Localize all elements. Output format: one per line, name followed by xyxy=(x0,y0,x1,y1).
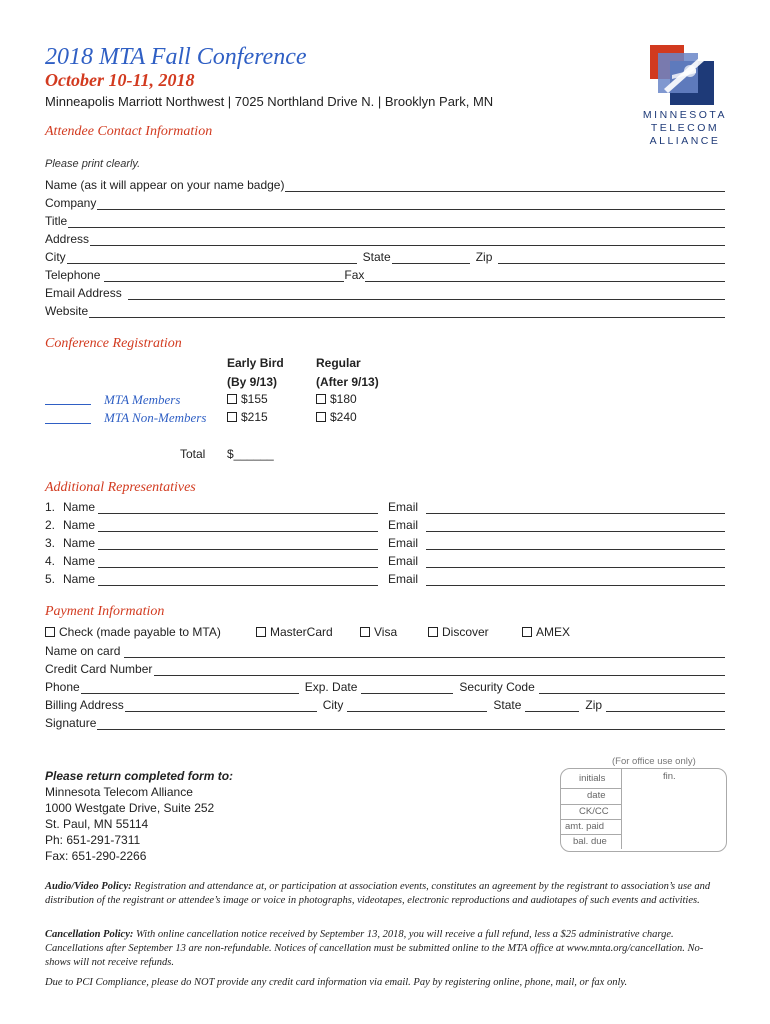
rep-row xyxy=(45,496,725,514)
rep-name-field[interactable] xyxy=(98,537,378,550)
rep-number: 3. xyxy=(45,536,56,550)
rep-email-field[interactable] xyxy=(426,573,725,586)
return-heading: Please return completed form to: xyxy=(45,769,234,783)
security-code-label: Security Code xyxy=(459,680,535,694)
mastercard-label: MasterCard xyxy=(270,625,333,639)
title-label: Title xyxy=(45,214,68,228)
conference-venue: Minneapolis Marriott Northwest | 7025 Northland Drive N. | Brooklyn Park, MN xyxy=(45,94,494,109)
rep-email-label: Email xyxy=(388,554,419,568)
rep-number: 1. xyxy=(45,500,56,514)
rep-name-label: Name xyxy=(63,554,96,568)
security-code-field[interactable] xyxy=(539,681,725,694)
visa-option[interactable] xyxy=(360,625,397,639)
amex-label: AMEX xyxy=(536,625,571,639)
billing-city-field[interactable] xyxy=(347,699,487,712)
office-caption: (For office use only) xyxy=(612,756,696,767)
mta-logo xyxy=(640,45,730,155)
telephone-field[interactable] xyxy=(104,269,344,282)
rep-name-field[interactable] xyxy=(98,555,378,568)
fax-field[interactable] xyxy=(365,269,725,282)
return-address-block xyxy=(45,768,233,864)
rep-name-field[interactable] xyxy=(98,501,378,514)
checkbox-icon[interactable] xyxy=(45,627,55,637)
billing-city-label: City xyxy=(322,698,344,712)
rep-number: 5. xyxy=(45,572,56,586)
name-field[interactable] xyxy=(45,174,725,192)
rep-email-label: Email xyxy=(388,572,419,586)
rep-email-field[interactable] xyxy=(426,519,725,532)
telephone-label: Telephone xyxy=(45,268,101,282)
total-label: Total xyxy=(180,447,206,461)
city-field[interactable] xyxy=(67,251,357,264)
contact-heading: Attendee Contact Information xyxy=(45,124,213,139)
billing-address-field[interactable] xyxy=(125,699,317,712)
checkbox-icon[interactable] xyxy=(522,627,532,637)
billing-zip-label: Zip xyxy=(585,698,603,712)
signature-label: Signature xyxy=(45,716,97,730)
payment-phone-label: Phone xyxy=(45,680,80,694)
office-bal-due: bal. due xyxy=(573,836,607,847)
check-label: Check (made payable to MTA) xyxy=(59,625,221,639)
phone-fax-row xyxy=(45,264,725,282)
address-label: Address xyxy=(45,232,90,246)
early-bird-header xyxy=(227,356,284,389)
return-street: 1000 Westgate Drive, Suite 252 xyxy=(45,801,215,815)
email-address-field[interactable] xyxy=(45,282,725,300)
state-label: State xyxy=(362,250,391,264)
regular-sub: (After 9/13) xyxy=(316,375,379,389)
regular-label: Regular xyxy=(316,356,361,370)
city-state-zip-row xyxy=(45,246,725,264)
rep-email-label: Email xyxy=(388,536,419,550)
conference-date: October 10-11, 2018 xyxy=(45,70,195,90)
billing-state-field[interactable] xyxy=(525,699,579,712)
email-address-label: Email Address xyxy=(45,286,122,300)
checkbox-icon[interactable] xyxy=(360,627,370,637)
nonmembers-regular-price: $240 xyxy=(330,410,357,424)
amex-option[interactable] xyxy=(522,625,570,639)
billing-zip-field[interactable] xyxy=(606,699,725,712)
website-label: Website xyxy=(45,304,89,318)
check-option[interactable] xyxy=(45,625,221,639)
name-label: Name (as it will appear on your name badge) xyxy=(45,178,285,192)
exp-date-label: Exp. Date xyxy=(304,680,358,694)
rep-name-label: Name xyxy=(63,536,96,550)
total-field[interactable]: $______ xyxy=(227,447,274,461)
nonmembers-regular-option[interactable] xyxy=(316,410,357,424)
registration-heading: Conference Registration xyxy=(45,336,182,351)
logo-line-3: ALLIANCE xyxy=(649,135,721,147)
rep-email-field[interactable] xyxy=(426,555,725,568)
signature-field[interactable] xyxy=(45,712,725,730)
checkbox-icon[interactable] xyxy=(256,627,266,637)
early-bird-label: Early Bird xyxy=(227,356,284,370)
checkbox-icon[interactable] xyxy=(227,412,237,422)
logo-line-1: MINNESOTA xyxy=(642,109,728,121)
office-fin: fin. xyxy=(663,771,676,782)
office-initials: initials xyxy=(579,773,606,784)
mastercard-option[interactable] xyxy=(256,625,333,639)
rep-name-field[interactable] xyxy=(98,519,378,532)
city-label: City xyxy=(45,250,66,264)
conference-title: 2018 MTA Fall Conference xyxy=(45,44,307,70)
rep-row xyxy=(45,568,725,586)
cancellation-policy-text: With online cancellation notice received by September 13, 2018, you will receive a full refund, less a $25 administrative charge. Cancellations after September 13 are non-refundable. Notices of cancellation must be submitted online to the MTA office at www.mnta.org/cancellation. No-shows will not receive refunds. xyxy=(45,929,704,968)
company-label: Company xyxy=(45,196,97,210)
return-org: Minnesota Telecom Alliance xyxy=(45,785,193,799)
card-number-field[interactable] xyxy=(45,658,725,676)
rep-name-label: Name xyxy=(63,572,96,586)
return-fax: Fax: 651-290-2266 xyxy=(45,849,147,863)
rep-name-label: Name xyxy=(63,500,96,514)
rep-email-field[interactable] xyxy=(426,501,725,514)
website-field[interactable] xyxy=(45,300,725,318)
visa-label: Visa xyxy=(374,625,398,639)
billing-address-label: Billing Address xyxy=(45,698,124,712)
rep-email-label: Email xyxy=(388,518,419,532)
zip-label: Zip xyxy=(475,250,493,264)
members-regular-option[interactable] xyxy=(316,392,357,406)
zip-field[interactable] xyxy=(498,251,725,264)
nonmembers-qty-field[interactable] xyxy=(45,423,91,424)
regular-header xyxy=(316,356,379,389)
checkbox-icon[interactable] xyxy=(316,394,326,404)
logo-line-2: TELECOM xyxy=(650,122,720,134)
office-use-box xyxy=(560,768,727,852)
name-on-card-label: Name on card xyxy=(45,644,121,658)
pci-notice: Due to PCI Compliance, please do NOT provide any credit card information via email. Pay by registering online, phone, mail, or fax only. xyxy=(45,977,628,988)
fax-label: Fax xyxy=(344,268,365,282)
nonmembers-early-option[interactable] xyxy=(227,410,268,424)
discover-label: Discover xyxy=(442,625,489,639)
payment-heading: Payment Information xyxy=(45,604,165,619)
logo-graphic xyxy=(650,45,714,105)
checkbox-icon[interactable] xyxy=(316,412,326,422)
reps-list xyxy=(45,496,725,586)
av-policy xyxy=(45,880,725,908)
billing-state-label: State xyxy=(493,698,522,712)
members-qty-field[interactable] xyxy=(45,404,91,405)
title-field[interactable] xyxy=(45,210,725,228)
rep-row xyxy=(45,532,725,550)
company-field[interactable] xyxy=(45,192,725,210)
rep-number: 4. xyxy=(45,554,56,568)
checkbox-icon[interactable] xyxy=(428,627,438,637)
rep-name-label: Name xyxy=(63,518,96,532)
print-clearly-note: Please print clearly. xyxy=(45,158,141,170)
early-bird-sub: (By 9/13) xyxy=(227,375,278,389)
address-field[interactable] xyxy=(45,228,725,246)
discover-option[interactable] xyxy=(428,625,489,639)
office-date: date xyxy=(587,790,606,801)
av-policy-text: Registration and attendance at, or participation at association events, constitutes an agreement by the registrant to association’s use and distribution of the registrant or attendee’s image or voice in photographs, videotapes, electronic reproductions and audiotapes of such events and activities. xyxy=(45,881,711,906)
state-field[interactable] xyxy=(392,251,470,264)
nonmembers-label: MTA Non-Members xyxy=(104,410,207,425)
nonmembers-early-price: $215 xyxy=(241,410,268,424)
members-early-price: $155 xyxy=(241,392,268,406)
billing-row xyxy=(45,694,725,712)
rep-name-field[interactable] xyxy=(98,573,378,586)
return-city: St. Paul, MN 55114 xyxy=(45,817,149,831)
members-early-option[interactable] xyxy=(227,392,268,406)
reps-heading: Additional Representatives xyxy=(45,480,196,495)
card-number-label: Credit Card Number xyxy=(45,662,153,676)
rep-row xyxy=(45,514,725,532)
rep-row xyxy=(45,550,725,568)
name-on-card-field[interactable] xyxy=(45,640,725,658)
payment-phone-field[interactable] xyxy=(81,681,299,694)
exp-date-field[interactable] xyxy=(361,681,453,694)
cancellation-policy-title: Cancellation Policy: xyxy=(45,929,134,940)
return-phone: Ph: 651-291-7311 xyxy=(45,833,141,847)
rep-email-label: Email xyxy=(388,500,419,514)
rep-number: 2. xyxy=(45,518,56,532)
checkbox-icon[interactable] xyxy=(227,394,237,404)
members-label: MTA Members xyxy=(104,392,181,407)
phone-exp-security-row xyxy=(45,676,725,694)
av-policy-title: Audio/Video Policy: xyxy=(45,881,132,892)
members-regular-price: $180 xyxy=(330,392,357,406)
office-amt-paid: amt. paid xyxy=(565,821,605,832)
rep-email-field[interactable] xyxy=(426,537,725,550)
cancellation-policy xyxy=(45,928,725,970)
office-ckcc: CK/CC xyxy=(579,806,609,817)
